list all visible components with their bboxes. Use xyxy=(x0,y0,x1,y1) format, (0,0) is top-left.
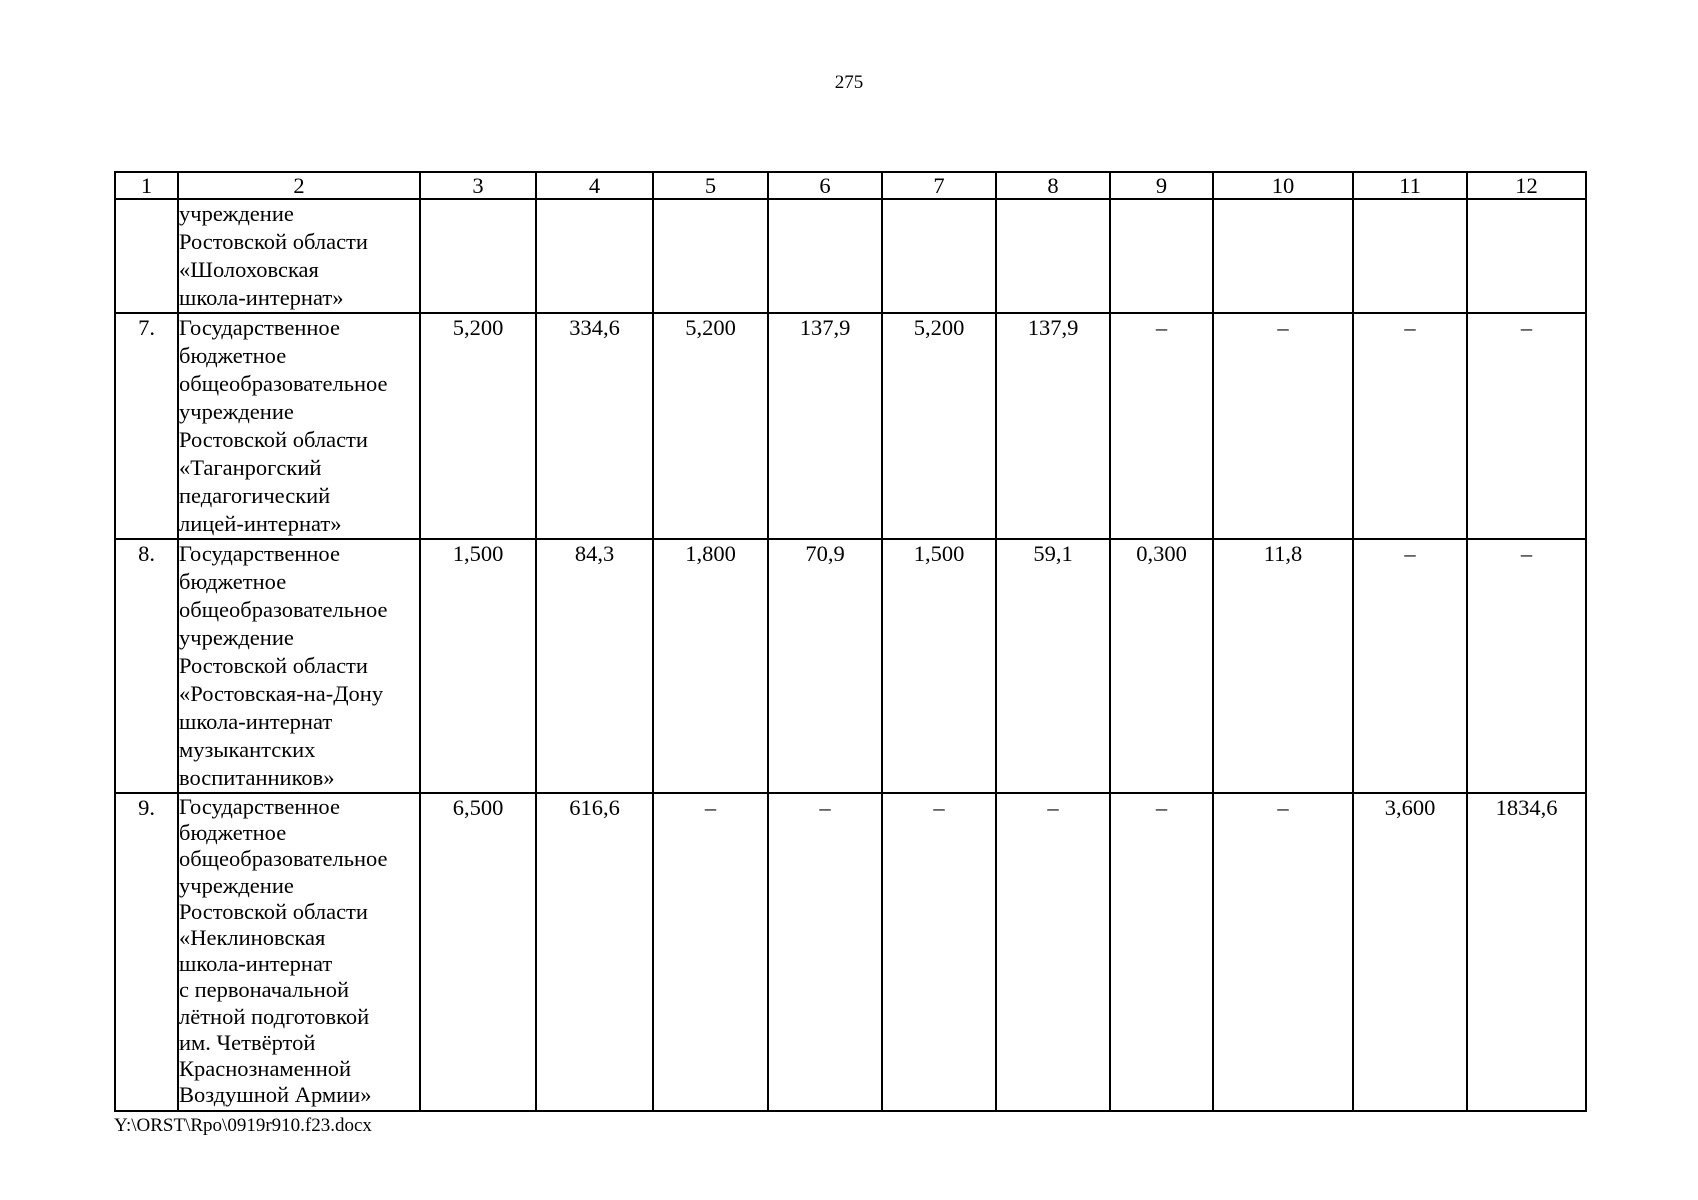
value-cell: – xyxy=(1213,793,1353,1111)
value-cell: – xyxy=(1353,539,1467,793)
value-cell: 137,9 xyxy=(768,313,882,539)
value-cell: 5,200 xyxy=(882,313,996,539)
value-cell: – xyxy=(653,793,768,1111)
value-cell xyxy=(996,199,1110,313)
value-cell: 1,800 xyxy=(653,539,768,793)
row-number: 7. xyxy=(115,313,178,539)
column-header: 7 xyxy=(882,172,996,199)
value-cell: 6,500 xyxy=(420,793,536,1111)
value-cell: 137,9 xyxy=(996,313,1110,539)
value-cell: – xyxy=(1110,313,1213,539)
value-cell: 3,600 xyxy=(1353,793,1467,1111)
column-header: 2 xyxy=(178,172,420,199)
data-table xyxy=(114,171,1587,1112)
value-cell: 1834,6 xyxy=(1467,793,1586,1111)
value-cell: – xyxy=(1110,793,1213,1111)
column-header: 3 xyxy=(420,172,536,199)
value-cell: 1,500 xyxy=(882,539,996,793)
table-row xyxy=(115,539,1586,793)
value-cell: 1,500 xyxy=(420,539,536,793)
column-header: 5 xyxy=(653,172,768,199)
value-cell xyxy=(1353,199,1467,313)
value-cell: – xyxy=(1353,313,1467,539)
value-cell xyxy=(768,199,882,313)
value-cell xyxy=(1213,199,1353,313)
table-row xyxy=(115,199,1586,313)
value-cell xyxy=(882,199,996,313)
column-header: 4 xyxy=(536,172,653,199)
row-number: 8. xyxy=(115,539,178,793)
value-cell: 5,200 xyxy=(653,313,768,539)
value-cell xyxy=(1110,199,1213,313)
value-cell: 0,300 xyxy=(1110,539,1213,793)
value-cell xyxy=(536,199,653,313)
value-cell: – xyxy=(1213,313,1353,539)
value-cell xyxy=(420,199,536,313)
table-row xyxy=(115,793,1586,1111)
value-cell: 334,6 xyxy=(536,313,653,539)
value-cell xyxy=(1467,199,1586,313)
header-row xyxy=(115,172,1586,199)
row-number: 9. xyxy=(115,793,178,1111)
column-header: 12 xyxy=(1467,172,1586,199)
institution-name: учреждение Ростовской области «Шолоховская школа-интернат» xyxy=(178,199,420,313)
value-cell: 70,9 xyxy=(768,539,882,793)
column-header: 10 xyxy=(1213,172,1353,199)
value-cell: – xyxy=(1467,539,1586,793)
value-cell: – xyxy=(996,793,1110,1111)
value-cell: 11,8 xyxy=(1213,539,1353,793)
table-row xyxy=(115,313,1586,539)
column-header: 11 xyxy=(1353,172,1467,199)
column-header: 9 xyxy=(1110,172,1213,199)
value-cell: 5,200 xyxy=(420,313,536,539)
value-cell: – xyxy=(768,793,882,1111)
value-cell: 616,6 xyxy=(536,793,653,1111)
institution-name: Государственное бюджетное общеобразовательное учреждение Ростовской области «Неклиновская школа-интернат с первоначальной лётной подготовкой им. Четвёртой Краснознаменной Воздушной Армии» xyxy=(178,793,420,1111)
value-cell: – xyxy=(882,793,996,1111)
row-number xyxy=(115,199,178,313)
institution-name: Государственное бюджетное общеобразовательное учреждение Ростовской области «Таганрогский педагогический лицей-интернат» xyxy=(178,313,420,539)
value-cell: 84,3 xyxy=(536,539,653,793)
page-number: 275 xyxy=(834,72,864,93)
column-header: 8 xyxy=(996,172,1110,199)
value-cell: 59,1 xyxy=(996,539,1110,793)
value-cell xyxy=(653,199,768,313)
footer-file-path: Y:\ORST\Rpo\0919r910.f23.docx xyxy=(114,1115,372,1136)
column-header: 1 xyxy=(115,172,178,199)
institution-name: Государственное бюджетное общеобразовательное учреждение Ростовской области «Ростовская-на-Дону школа-интернат музыкантских воспитанников» xyxy=(178,539,420,793)
column-header: 6 xyxy=(768,172,882,199)
value-cell: – xyxy=(1467,313,1586,539)
